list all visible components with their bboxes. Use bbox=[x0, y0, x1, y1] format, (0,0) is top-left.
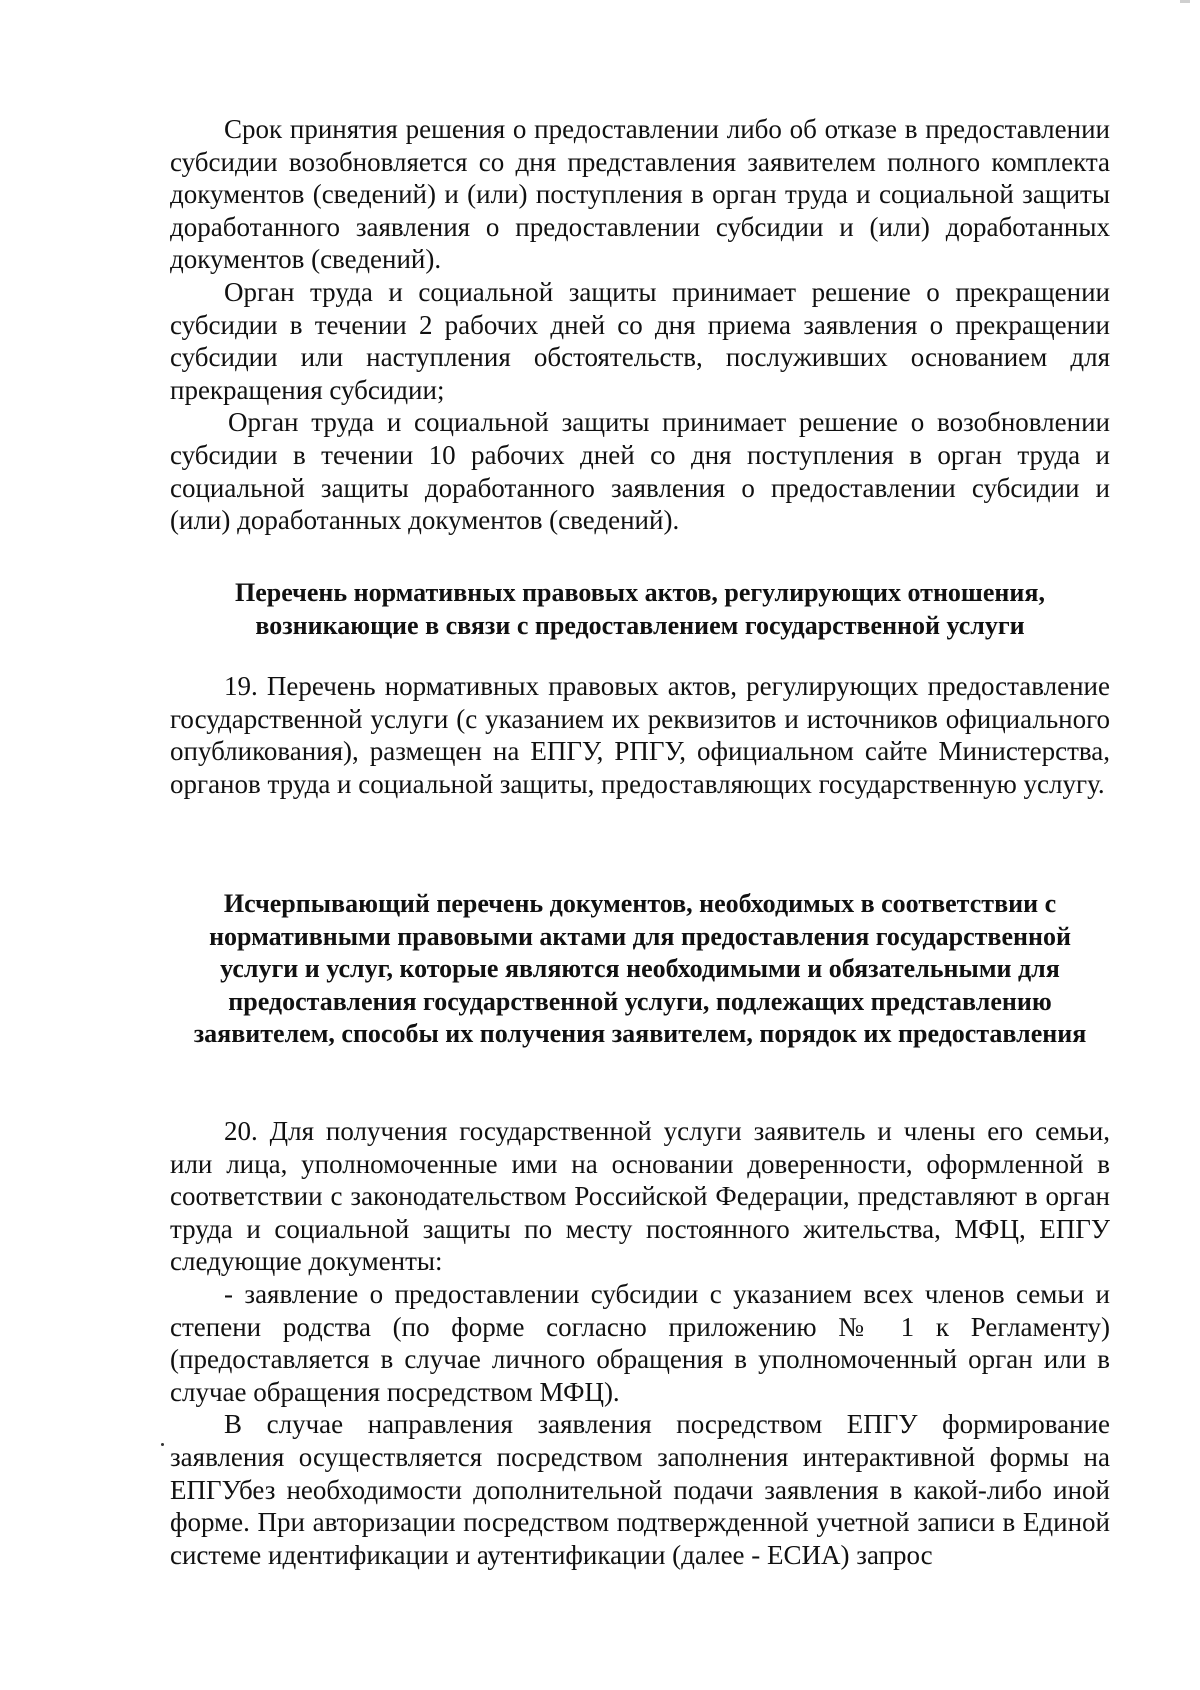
paragraph-resumption-term: Срок принятия решения о предоставлении либо об отказе в предоставлении субсидии возобновляется со дня представления заявителем полного комплекта документов (сведений) и (или) поступления в орган труда и социальной защиты доработанного заявления о предоставлении субсидии и (или) доработанных документов (сведений). bbox=[170, 114, 1110, 275]
heading-normative-acts: Перечень нормативных правовых актов, регулирующих отношения, возникающие в связи с предоставлением государственной услуги bbox=[235, 578, 1045, 640]
section-normative-acts bbox=[170, 670, 1110, 800]
scan-speck bbox=[161, 1443, 164, 1446]
paragraph-item-20: 20. Для получения государственной услуги заявитель и члены его семьи, или лица, уполномоченные ими на основании доверенности, оформленной в соответствии с законодательством Российской Федерации, представляют в орган труда и социальной защиты по месту постоянного жительства, МФЦ, ЕПГУ следующие документы: bbox=[170, 1116, 1110, 1277]
heading-documents-list: Исчерпывающий перечень документов, необходимых в соответствии с нормативными правовыми актами для предоставления государственной услуги и услуг, которые являются необходимыми и обязательными для предоставления государственной услуги, подлежащих представлению заявителем, способы их получения заявителем, порядок их предоставления bbox=[193, 889, 1087, 1049]
paragraph-epgu-application: В случае направления заявления посредством ЕПГУ формирование заявления осуществляется посредством заполнения интерактивной формы на ЕПГУбез необходимости дополнительной подачи заявления в какой-либо иной форме. При авторизации посредством подтвержденной учетной записи в Единой системе идентификации и аутентификации (далее - ЕСИА) запрос bbox=[170, 1409, 1110, 1570]
paragraph-application-list-item: - заявление о предоставлении субсидии с указанием всех членов семьи и степени родства (по форме согласно приложению № 1 к Регламенту) (предоставляется в случае личного обращения в уполномоченный орган или в случае обращения посредством МФЦ). bbox=[170, 1278, 1110, 1407]
paragraph-item-19: 19. Перечень нормативных правовых актов, регулирующих предоставление государственной услуги (с указанием их реквизитов и источников официального опубликования), размещен на ЕПГУ, РПГУ, официальном сайте Министерства, органов труда и социальной защиты, предоставляющих государственную услугу. bbox=[170, 671, 1110, 799]
section-required-documents bbox=[170, 1115, 1110, 1571]
paragraph-termination-decision: Орган труда и социальной защиты принимает решение о прекращении субсидии в течении 2 рабочих дней со дня приема заявления о прекращении субсидии или наступления обстоятельств, послуживших основанием для прекращения субсидии; bbox=[170, 276, 1110, 405]
section-decision-terms bbox=[170, 113, 1110, 537]
paragraph-resumption-decision: Орган труда и социальной защиты принимает решение о возобновлении субсидии в течении 10 рабочих дней со дня поступления в орган труда и социальной защиты доработанного заявления о предоставлении субсидии и (или) доработанных документов (сведений). bbox=[170, 407, 1110, 536]
scan-edge-mark bbox=[1180, 0, 1190, 3]
